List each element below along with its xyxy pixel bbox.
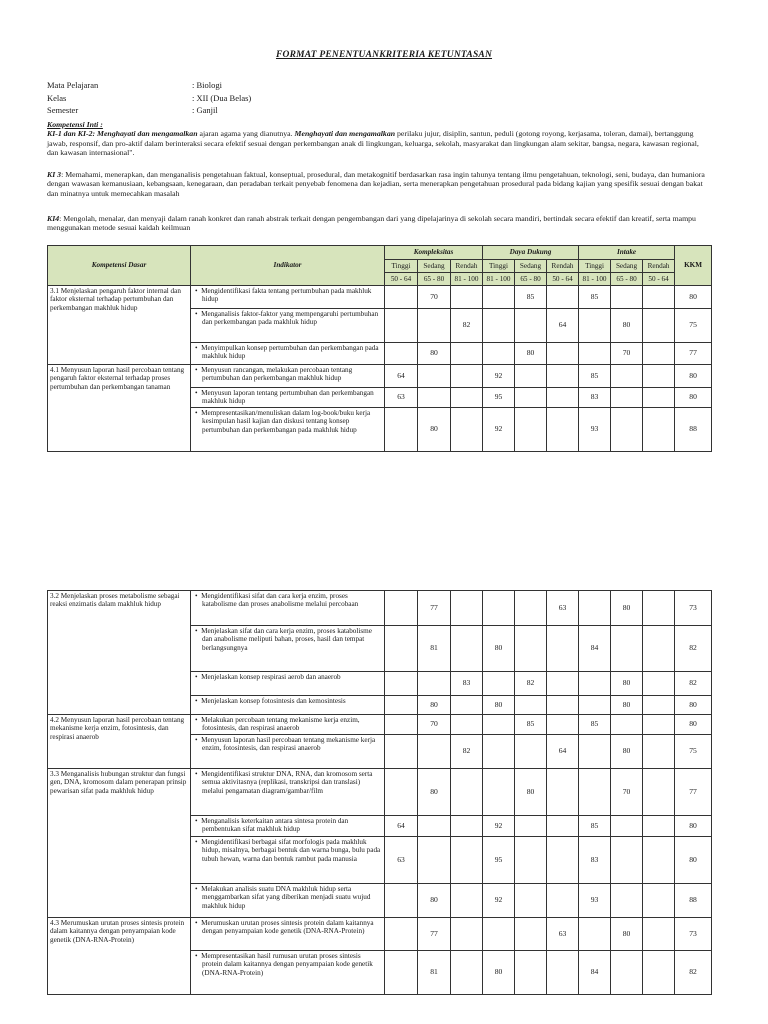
score-cell: 70 (611, 768, 643, 815)
indikator-text: • Mempresentasikan/menuliskan dalam log-book/buku kerja kesimpulan hasil kajian dan diskusi tentang konsep pertumbuhan dan perkembangan pada makhluk hidup (193, 409, 382, 434)
score-cell: 80 (418, 407, 451, 451)
indikator-cell (191, 407, 385, 451)
score-cell (643, 950, 675, 994)
score-cell: 63 (547, 591, 579, 626)
kkm-cell: 75 (675, 309, 712, 343)
score-cell (643, 626, 675, 672)
score-cell (579, 343, 611, 365)
score-cell: 80 (611, 591, 643, 626)
score-cell (451, 696, 483, 715)
score-cell (418, 388, 451, 408)
score-cell: 80 (611, 917, 643, 950)
score-cell (385, 626, 418, 672)
score-cell: 70 (611, 343, 643, 365)
indikator-cell (191, 388, 385, 408)
score-cell: 64 (385, 815, 418, 836)
score-cell (547, 950, 579, 994)
score-cell: 63 (385, 388, 418, 408)
score-cell (515, 407, 547, 451)
indikator-text: • Menyusun laporan tentang pertumbuhan dan perkembangan makhluk hidup (193, 389, 382, 406)
header-level: Tinggi (579, 260, 611, 273)
score-cell (547, 768, 579, 815)
score-cell (643, 343, 675, 365)
header-range: 50 - 64 (643, 273, 675, 286)
kompetensi-dasar-cell: 3.3 Menganalisis hubungan struktur dan fungsi gen, DNA, kromosom dalam penerapan prinsip pewarisan sifat pada makhluk hidup (48, 768, 191, 917)
score-cell (611, 715, 643, 735)
ki-3 (47, 170, 711, 198)
score-cell (451, 768, 483, 815)
score-cell: 85 (515, 286, 547, 309)
ki12-lead: KI-1 dan KI-2: Menghayati dan mengamalkan (47, 129, 198, 139)
indikator-cell (191, 734, 385, 768)
meta-value: : XII (Dua Belas) (192, 92, 252, 103)
kkm-cell: 88 (675, 883, 712, 917)
header-indikator: Indikator (191, 246, 385, 286)
indikator-cell (191, 626, 385, 672)
ki12-rest: perilaku jujur, disiplin, santun, peduli (gotong royong, kerjasama, toleran, damai), bertanggung jawab, responsif, dan pro-aktif dalam berinteraksi secara efektif sesuai dengan perkembangan anak di lingkungan, keluarga, sekolah, masyarakat dan lingkungan alam sekitar, bangsa, negara, kawasan regional, dan kawasan internasional". (47, 129, 699, 158)
ki4-text: : Mengolah, menalar, dan menyaji dalam ranah konkret dan ranah abstrak terkait dengan pengembangan dari yang dipelajarinya di sekolah secara mandiri, bertindak secara efektif dan kreatif, serta mampu menggunakan metode sesuai kaidah keilmuan (47, 214, 696, 233)
header-level: Rendah (547, 260, 579, 273)
kompetensi-dasar-cell: 3.1 Menjelaskan pengaruh faktor internal dan faktor eksternal terhadap pertumbuhan dan perkembangan makhluk hidup (48, 286, 191, 365)
indikator-text: • Menganalisis keterkaitan antara sintesa protein dan pembentukan sifat makhluk hidup (193, 817, 382, 834)
kkm-cell: 80 (675, 365, 712, 388)
score-cell: 70 (418, 715, 451, 735)
kkm-cell: 80 (675, 815, 712, 836)
score-cell (547, 626, 579, 672)
kkm-cell: 82 (675, 626, 712, 672)
score-cell: 80 (483, 950, 515, 994)
score-cell: 84 (579, 626, 611, 672)
indikator-cell (191, 836, 385, 883)
score-cell: 95 (483, 836, 515, 883)
score-cell (547, 407, 579, 451)
indikator-cell (191, 286, 385, 309)
score-cell (515, 388, 547, 408)
score-cell (385, 672, 418, 696)
score-cell (579, 917, 611, 950)
score-cell: 84 (579, 950, 611, 994)
header-level: Tinggi (483, 260, 515, 273)
score-cell (515, 626, 547, 672)
header-level: Rendah (643, 260, 675, 273)
ki-4 (47, 214, 711, 233)
score-cell (385, 734, 418, 768)
indikator-text: • Menjelaskan konsep fotosintesis dan kemosintesis (193, 697, 382, 705)
score-cell (547, 365, 579, 388)
score-cell (579, 309, 611, 343)
header-daya-dukung: Daya Dukung (483, 246, 579, 260)
score-cell (451, 407, 483, 451)
score-cell (483, 286, 515, 309)
header-level: Tinggi (385, 260, 418, 273)
kkm-table-1 (47, 245, 712, 452)
score-cell (643, 734, 675, 768)
score-cell (611, 365, 643, 388)
score-cell: 92 (483, 407, 515, 451)
score-cell: 92 (483, 365, 515, 388)
score-cell (643, 309, 675, 343)
score-cell (547, 343, 579, 365)
score-cell: 80 (611, 696, 643, 715)
score-cell: 80 (611, 672, 643, 696)
score-cell (611, 286, 643, 309)
score-cell: 80 (418, 343, 451, 365)
score-cell (483, 672, 515, 696)
score-cell (547, 286, 579, 309)
kkm-cell: 80 (675, 836, 712, 883)
header-kompleksitas: Kompleksitas (385, 246, 483, 260)
score-cell: 63 (547, 917, 579, 950)
score-cell (515, 309, 547, 343)
header-level: Rendah (451, 260, 483, 273)
score-cell (418, 365, 451, 388)
score-cell (643, 836, 675, 883)
ki3-text: : Memahami, menerapkan, dan menganalisis pengetahuan faktual, konseptual, prosedural, dan metakognitif berdasarkan rasa ingin tahunya tentang ilmu pengetahuan, teknologi, seni, budaya, dan humaniora dengan wawasan kemanusiaan, kebangsaan, kenegaraan, dan peradaban terkait penyebab fenomena dan kejadian, serta menerapkan pengetahuan prosedural pada bidang kajian yang spesifik sesuai dengan bakat dan minatnya untuk memecahkan masalah (47, 170, 705, 198)
score-cell (385, 768, 418, 815)
score-cell: 93 (579, 883, 611, 917)
score-cell: 70 (418, 286, 451, 309)
score-cell: 85 (515, 715, 547, 735)
indikator-text: • Menyimpulkan konsep pertumbuhan dan perkembangan pada makhluk hidup (193, 344, 382, 361)
kkm-cell: 88 (675, 407, 712, 451)
score-cell (547, 815, 579, 836)
score-cell: 85 (579, 365, 611, 388)
score-cell (515, 365, 547, 388)
score-cell: 80 (515, 768, 547, 815)
score-cell (611, 388, 643, 408)
header-range: 65 - 80 (515, 273, 547, 286)
score-cell (451, 883, 483, 917)
header-kkm: KKM (675, 246, 712, 286)
score-cell (611, 836, 643, 883)
ki3-lead: KI 3 (47, 170, 62, 179)
score-cell: 80 (418, 768, 451, 815)
score-cell (547, 388, 579, 408)
kkm-cell: 73 (675, 917, 712, 950)
class-row (47, 92, 251, 105)
score-cell (579, 696, 611, 715)
score-cell: 83 (451, 672, 483, 696)
score-cell (385, 286, 418, 309)
score-cell (643, 917, 675, 950)
score-cell (611, 883, 643, 917)
kkm-cell: 77 (675, 768, 712, 815)
document-title: FORMAT PENENTUANKRITERIA KETUNTASAN (275, 50, 493, 60)
score-cell (385, 715, 418, 735)
indikator-cell (191, 768, 385, 815)
meta-value: : Biologi (192, 80, 222, 90)
score-cell (515, 591, 547, 626)
table-row (48, 768, 712, 815)
meta-value: : Ganjil (192, 105, 218, 115)
score-cell (483, 917, 515, 950)
score-cell: 80 (515, 343, 547, 365)
score-cell: 64 (385, 365, 418, 388)
indikator-text: • Melakukan percobaan tentang mekanisme kerja enzim, fotosintesis, dan respirasi anaerob (193, 716, 382, 733)
score-cell (643, 883, 675, 917)
score-cell (579, 591, 611, 626)
ki4-lead: KI4 (47, 214, 60, 223)
kompetensi-dasar-cell: 4.2 Menyusun laporan hasil percobaan tentang mekanisme kerja enzim, fotosintesis, dan respirasi anaerob (48, 715, 191, 769)
score-cell: 92 (483, 815, 515, 836)
score-cell: 80 (611, 309, 643, 343)
score-cell (483, 309, 515, 343)
score-cell (451, 365, 483, 388)
score-cell (451, 591, 483, 626)
score-cell: 85 (579, 286, 611, 309)
indikator-text: • Merumuskan urutan proses sintesis protein dalam kaitannya dengan penyampaian kode genetik (DNA-RNA-Protein) (193, 919, 382, 936)
score-cell (643, 715, 675, 735)
score-cell: 82 (451, 734, 483, 768)
score-cell (418, 734, 451, 768)
score-cell: 83 (579, 836, 611, 883)
score-cell (385, 343, 418, 365)
score-cell (643, 286, 675, 309)
score-cell (547, 836, 579, 883)
score-cell (579, 734, 611, 768)
score-cell (451, 715, 483, 735)
indikator-cell (191, 917, 385, 950)
score-cell (385, 917, 418, 950)
kompetensi-dasar-cell: 4.1 Menyusun laporan hasil percobaan tentang pengaruh faktor eksternal terhadap proses pertumbuhan dan perkembangan tanaman (48, 365, 191, 452)
kkm-cell: 77 (675, 343, 712, 365)
score-cell (483, 343, 515, 365)
indikator-cell (191, 309, 385, 343)
score-cell (418, 836, 451, 883)
score-cell (643, 407, 675, 451)
header-level: Sedang (418, 260, 451, 273)
score-cell: 77 (418, 917, 451, 950)
score-cell (643, 672, 675, 696)
ki12-bold: Menghayati dan mengamalkan (294, 129, 396, 139)
indikator-text: • Menyusun laporan hasil percobaan tentang mekanisme kerja enzim, fotosintesis, dan respirasi anaerob (193, 736, 382, 753)
header-range: 50 - 64 (547, 273, 579, 286)
score-cell: 80 (418, 883, 451, 917)
kkm-cell: 73 (675, 591, 712, 626)
kkm-cell: 80 (675, 715, 712, 735)
score-cell (515, 883, 547, 917)
score-cell (547, 696, 579, 715)
header-range: 81 - 100 (483, 273, 515, 286)
header-level: Sedang (515, 260, 547, 273)
score-cell (418, 309, 451, 343)
score-cell: 81 (418, 950, 451, 994)
score-cell (579, 672, 611, 696)
score-cell: 92 (483, 883, 515, 917)
score-cell (483, 591, 515, 626)
score-cell (643, 388, 675, 408)
header-range: 50 - 64 (385, 273, 418, 286)
semester-row (47, 104, 251, 117)
score-cell (547, 715, 579, 735)
score-cell (515, 696, 547, 715)
kkm-cell: 75 (675, 734, 712, 768)
score-cell (418, 672, 451, 696)
kkm-cell: 82 (675, 950, 712, 994)
indikator-text: • Menjelaskan konsep respirasi aerob dan anaerob (193, 673, 382, 681)
score-cell (515, 950, 547, 994)
score-cell: 95 (483, 388, 515, 408)
score-cell (611, 950, 643, 994)
score-cell: 80 (418, 696, 451, 715)
meta-label: Kelas (47, 92, 67, 103)
ki12-mid: ajaran agama yang dianutnya. (197, 129, 295, 139)
score-cell (611, 626, 643, 672)
indikator-text: • Menyusun rancangan, melakukan percobaan tentang pertumbuhan dan perkembangan makhluk hidup (193, 366, 382, 383)
kkm-table-2 (47, 590, 712, 995)
indikator-cell (191, 883, 385, 917)
score-cell: 63 (385, 836, 418, 883)
indikator-text: • Mengidentifikasi berbagai sifat morfologis pada makhluk hidup, misalnya, berbagai bentuk dan warna bunga, bulu pada tubuh hewan, warna dan bentuk rambut pada manusia (193, 838, 382, 863)
score-cell (451, 388, 483, 408)
score-cell (483, 715, 515, 735)
score-cell: 64 (547, 734, 579, 768)
header-range: 65 - 80 (611, 273, 643, 286)
table-row (48, 365, 712, 388)
indikator-cell (191, 672, 385, 696)
meta-label: Mata Pelajaran (47, 80, 99, 90)
score-cell: 80 (483, 626, 515, 672)
score-cell (385, 883, 418, 917)
score-cell: 82 (515, 672, 547, 696)
score-cell (385, 696, 418, 715)
header-level: Sedang (611, 260, 643, 273)
score-cell: 64 (547, 309, 579, 343)
table-row (48, 286, 712, 309)
kompetensi-dasar-cell: 3.2 Menjelaskan proses metabolisme sebagai reaksi enzimatis dalam makhluk hidup (48, 591, 191, 715)
header-kompetensi-dasar: Kompetensi Dasar (48, 246, 191, 286)
subject-row (47, 79, 251, 92)
score-cell (451, 950, 483, 994)
score-cell (611, 815, 643, 836)
meta-label: Semester (47, 105, 79, 115)
score-cell (451, 836, 483, 883)
score-cell (643, 696, 675, 715)
kkm-cell: 80 (675, 696, 712, 715)
kompetensi-dasar-cell: 4.3 Merumuskan urutan proses sintesis protein dalam kaitannya dengan penyampaian kode genetik (DNA-RNA-Protein) (48, 917, 191, 994)
indikator-cell (191, 365, 385, 388)
score-cell (385, 591, 418, 626)
header-intake: Intake (579, 246, 675, 260)
table-row (48, 715, 712, 735)
score-cell (643, 591, 675, 626)
score-cell (515, 734, 547, 768)
table-row (48, 591, 712, 626)
table-2-body (48, 591, 712, 995)
ki-heading: Kompetensi Inti : (47, 120, 103, 129)
score-cell (515, 836, 547, 883)
score-cell (483, 768, 515, 815)
header-range: 81 - 100 (579, 273, 611, 286)
score-cell (547, 672, 579, 696)
score-cell (579, 768, 611, 815)
indikator-text: • Melakukan analisis suatu DNA makhluk hidup serta menggambarkan sifat yang diberikan menjadi suatu wujud makhluk hidup (193, 885, 382, 910)
header-range: 65 - 80 (418, 273, 451, 286)
score-cell (385, 950, 418, 994)
score-cell (451, 815, 483, 836)
subject-info (47, 79, 251, 117)
indikator-cell (191, 591, 385, 626)
header-range: 81 - 100 (451, 273, 483, 286)
score-cell (385, 309, 418, 343)
kkm-cell: 82 (675, 672, 712, 696)
indikator-cell (191, 950, 385, 994)
score-cell (451, 626, 483, 672)
score-cell (451, 343, 483, 365)
score-cell (451, 286, 483, 309)
score-cell (643, 768, 675, 815)
table-1-body (48, 286, 712, 452)
table-row (48, 917, 712, 950)
indikator-cell (191, 343, 385, 365)
indikator-text: • Mempresentasikan hasil rumusan urutan proses sintesis protein dalam kaitannya dengan penyampaian kode genetik (DNA-RNA-Protein) (193, 952, 382, 977)
score-cell: 93 (579, 407, 611, 451)
score-cell: 83 (579, 388, 611, 408)
score-cell (547, 883, 579, 917)
score-cell: 85 (579, 715, 611, 735)
score-cell (515, 917, 547, 950)
score-cell (418, 815, 451, 836)
score-cell (643, 815, 675, 836)
score-cell (451, 917, 483, 950)
score-cell (643, 365, 675, 388)
kkm-cell: 80 (675, 388, 712, 408)
score-cell: 77 (418, 591, 451, 626)
indikator-cell (191, 696, 385, 715)
kkm-cell: 80 (675, 286, 712, 309)
indikator-text: • Menjelaskan sifat dan cara kerja enzim, proses katabolisme dan anabolisme meliputi bahan, proses, hasil dan tempat berlangsungnya (193, 627, 382, 652)
score-cell (385, 407, 418, 451)
score-cell: 85 (579, 815, 611, 836)
score-cell: 80 (611, 734, 643, 768)
score-cell: 82 (451, 309, 483, 343)
score-cell (611, 407, 643, 451)
ki-1-2 (47, 120, 711, 158)
indikator-text: • Mengidentifikasi struktur DNA, RNA, dan kromosom serta semua aktivitasnya (replikasi, transkripsi dan translasi) melalui pengamatan diagram/gambar/film (193, 770, 382, 795)
score-cell (483, 734, 515, 768)
indikator-text: • Mengidentifikasi sifat dan cara kerja enzim, proses katabolisme dan proses anabolisme melalui percobaan (193, 592, 382, 609)
score-cell (515, 815, 547, 836)
score-cell: 80 (483, 696, 515, 715)
indikator-text: • Menganalisis faktor-faktor yang mempengaruhi pertumbuhan dan perkembangan pada makhluk hidup (193, 310, 382, 327)
indikator-cell (191, 815, 385, 836)
indikator-cell (191, 715, 385, 735)
score-cell: 81 (418, 626, 451, 672)
indikator-text: • Mengidentifikasi fakta tentang pertumbuhan pada makhluk hidup (193, 287, 382, 304)
